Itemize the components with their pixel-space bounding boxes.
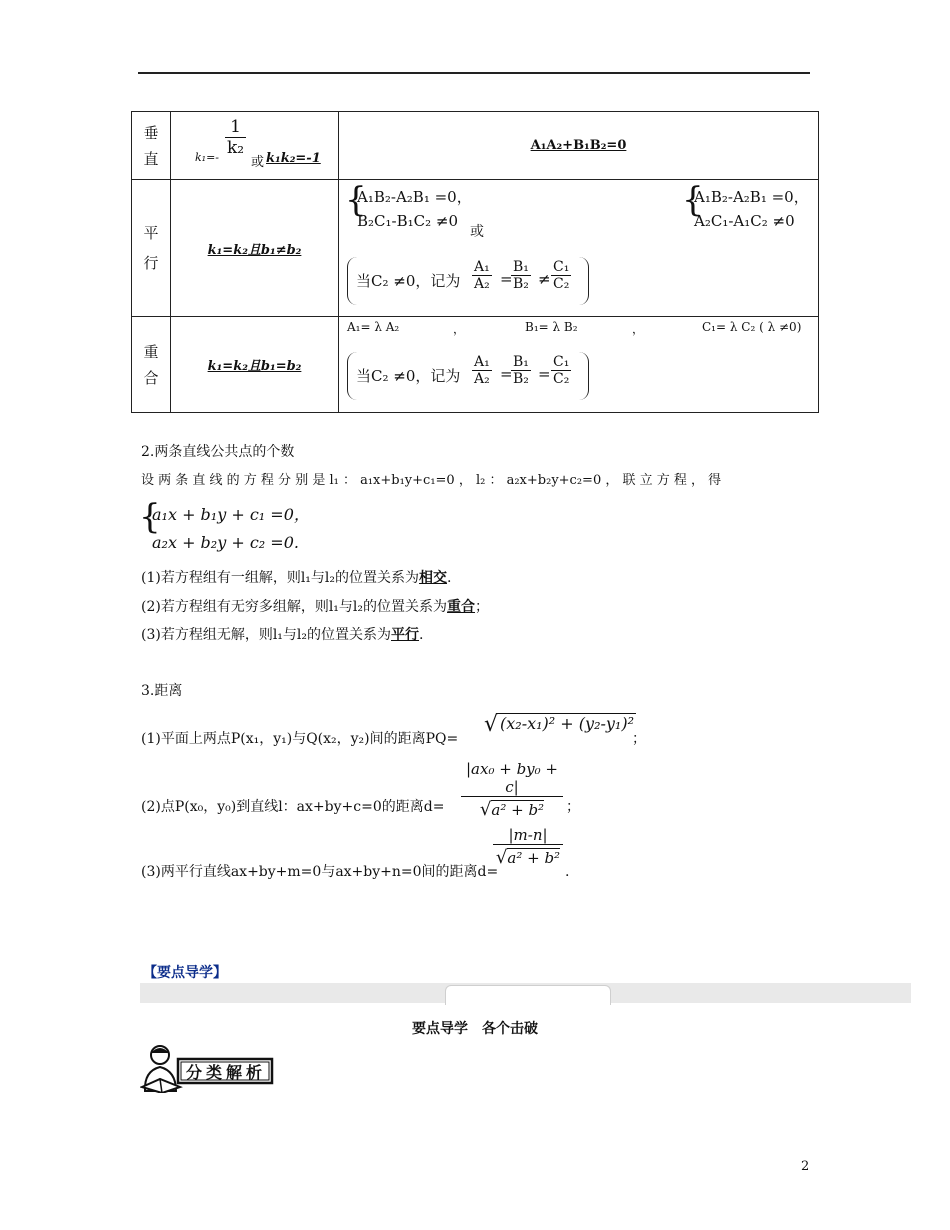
table-row: [132, 112, 819, 180]
comma: ，: [453, 321, 466, 336]
or-text: 或: [470, 223, 484, 240]
ratio-note-coincident: 当C₂ ≠0，记为 $\frac{\text{A₁}}{\text{A₂}}$ = $\frac{\text{B₁}}{\text{B₂}}$ = $\frac{\text{C₁}}{\text{C₂}}$: [347, 352, 589, 400]
system-brace: {: [139, 497, 161, 537]
general-condition-coincident: [339, 317, 819, 413]
guide-heading: 要点导学 各个击破: [412, 1021, 538, 1037]
product-condition: k₁k₂=-1: [266, 150, 321, 166]
system-left: A₁B₂-A₂B₁ =0， B₂C₁-B₁C₂ ≠0: [357, 187, 472, 230]
parallel-lines-fraction: |m-n| √a² + b²: [493, 826, 563, 868]
sqrt-two-points: √ (x₂-x₁)² + (y₂-y₁)²: [484, 712, 634, 737]
system-right: A₁B₂-A₂B₁ =0， A₂C₁-A₁C₂ ≠0: [694, 187, 809, 230]
condition-intersect: (1)若方程组有一组解，则l₁与l₂的位置关系为相交.: [141, 570, 452, 586]
distance-point-line: (2)点P(x₀，y₀)到直线l：ax+by+c=0的距离d=: [141, 799, 445, 815]
comma: ，: [632, 321, 645, 336]
line-relation-table: [131, 111, 819, 413]
fraction-one-over-k2: $\frac{1}{\text{k₂}}$: [227, 116, 245, 158]
lambda-b: B₁= λ B₂: [525, 319, 578, 334]
section-2-intro: 设 两 条 直 线 的 方 程 分 别 是 l₁ ： a₁x+b₁y+c₁=0 ， l₂ ： a₂x+b₂y+c₂=0 ， 联 立 方 程 ， 得: [141, 473, 722, 488]
equation-system: a₁x + b₁y + c₁ =0， a₂x + b₂y + c₂ =0.: [152, 505, 310, 552]
lambda-c: C₁= λ C₂ ( λ ≠0): [702, 319, 802, 334]
header-rule: [138, 72, 810, 74]
or-text: 或: [251, 154, 265, 170]
page-number: 2: [801, 1159, 810, 1174]
row-header-coincident: 重 合: [132, 317, 171, 413]
badge-text: 分类解析: [186, 1063, 267, 1082]
condition-parallel: (3)若方程组无解，则l₁与l₂的位置关系为平行.: [141, 627, 424, 643]
general-condition-perpendicular: A₁A₂+B₁B₂=0: [339, 112, 819, 180]
table-row: [132, 317, 819, 413]
row-header-perpendicular: 垂 直: [132, 112, 171, 180]
slope-condition-perpendicular: [171, 112, 339, 180]
point-line-fraction: |ax₀ + by₀ + c| √a² + b²: [461, 760, 563, 820]
condition-coincide: (2)若方程组有无穷多组解，则l₁与l₂的位置关系为重合；: [141, 599, 490, 615]
distance-two-points: (1)平面上两点P(x₁，y₁)与Q(x₂，y₂)间的距离PQ=: [141, 731, 459, 747]
section-2-title: 2.两条直线公共点的个数: [141, 444, 295, 460]
guide-tab: [445, 985, 611, 1005]
punct: ；: [632, 731, 646, 747]
classification-badge: [140, 1043, 274, 1093]
row-header-parallel: 平 行: [132, 180, 171, 317]
guide-label: 【要点导学】: [143, 965, 227, 981]
distance-parallel-lines: (3)两平行直线ax+by+m=0与ax+by+n=0间的距离d=: [141, 864, 499, 880]
slope-prefix: k₁=-: [195, 150, 220, 164]
lambda-a: A₁= λ A₂: [347, 319, 400, 334]
section-3-title: 3.距离: [141, 683, 183, 699]
punct: .: [565, 864, 570, 880]
general-condition-parallel: { A₁B₂-A₂B₁ =0， B₂C₁-B₁C₂ ≠0 或 { A₁B₂-A₂B₁ =0， A₂C₁-A₁C₂ ≠0 当C₂ ≠0，记为 $\frac{\text{A₁}}{\text{A₂}}$ = $\frac{\text{B₁}}{\text{B₂}}$ ≠ $\frac{\text{C₁}}{\text{C₂}}$: [339, 180, 819, 317]
ratio-note-parallel: 当C₂ ≠0，记为 $\frac{\text{A₁}}{\text{A₂}}$ = $\frac{\text{B₁}}{\text{B₂}}$ ≠ $\frac{\text{C₁}}{\text{C₂}}$: [347, 257, 589, 305]
slope-condition-parallel: k₁=k₂且b₁≠b₂: [171, 180, 339, 317]
table-row: [132, 180, 819, 317]
slope-condition-coincident: k₁=k₂且b₁=b₂: [171, 317, 339, 413]
punct: ；: [566, 799, 580, 815]
